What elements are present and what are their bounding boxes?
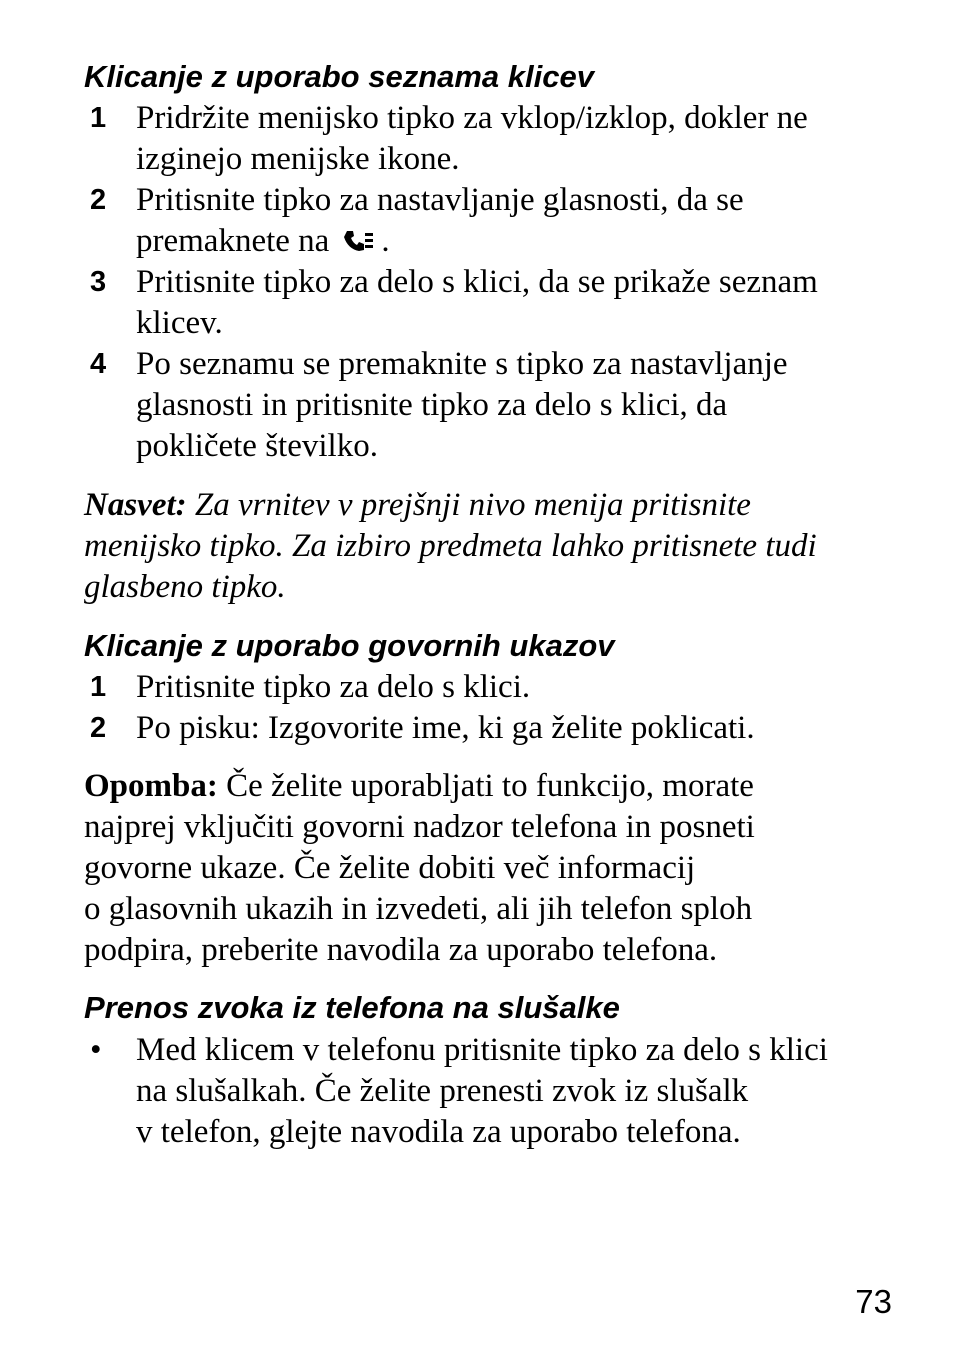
call-list-icon (341, 224, 377, 265)
note-line (84, 766, 904, 807)
step-text-line: izginejo menijske ikone. (136, 141, 460, 177)
step-3 (84, 262, 904, 344)
step-1 (84, 98, 904, 180)
step-text (136, 262, 906, 344)
step-number: 2 (90, 184, 107, 216)
note-text: Če želite uporabljati to funkcijo, morate (217, 768, 754, 804)
step-text-line: Pritisnite tipko za delo s klici, da se prikaže seznam (136, 264, 818, 300)
tip-line: glasbeno tipko. (84, 569, 286, 605)
tip-line: menijsko tipko. Za izbiro predmeta lahko pritisnete tudi (84, 528, 817, 564)
step-number: 1 (90, 102, 107, 134)
step-text-line: pokličete številko. (136, 428, 378, 464)
page-number: 73 (855, 1283, 892, 1320)
bullet-item (84, 1030, 904, 1153)
section-heading-voice-commands: Klicanje z uporabo govornih ukazov (84, 628, 615, 663)
note-line: govorne ukaze. Če želite dobiti več informacij (84, 850, 696, 886)
tip-label: Nasvet: (84, 487, 187, 523)
step-number: 4 (90, 348, 107, 380)
step-text-line: Pridržite menijsko tipko za vklop/izklop, dokler ne (136, 100, 808, 136)
bullet-text (136, 1030, 906, 1153)
tip-paragraph (84, 485, 904, 608)
step-2 (84, 180, 904, 265)
step-text (136, 708, 906, 749)
step-number: 2 (90, 712, 107, 744)
note-line: najprej vključiti govorni nadzor telefona in posneti (84, 809, 755, 845)
note-line: podpira, preberite navodila za uporabo telefona. (84, 932, 718, 968)
voice-step-1 (84, 667, 904, 708)
bullet-text-line: v telefon, glejte navodila za uporabo telefona. (136, 1114, 741, 1150)
step-text (136, 667, 906, 708)
step-number: 1 (90, 671, 107, 703)
tip-line (84, 485, 904, 526)
tip-text: Za vrnitev v prejšnji nivo menija pritisnite (186, 487, 751, 523)
step-text-line: Pritisnite tipko za nastavljanje glasnosti, da se (136, 182, 744, 218)
step-text-part: premaknete na (136, 223, 330, 259)
note-line: o glasovnih ukazih in izvedeti, ali jih telefon sploh (84, 891, 753, 927)
step-text-line: Po seznamu se premaknite s tipko za nastavljanje (136, 346, 788, 382)
bullet-text-line: na slušalkah. Če želite prenesti zvok iz slušalk (136, 1073, 749, 1109)
step-text (136, 98, 906, 180)
step-text-line: Po pisku: Izgovorite ime, ki ga želite poklicati. (136, 710, 755, 746)
step-text (136, 344, 906, 467)
step-text-part: . (381, 223, 390, 259)
step-text-line (136, 221, 906, 265)
note-label: Opomba: (84, 768, 218, 804)
section-heading-call-list: Klicanje z uporabo seznama klicev (84, 59, 594, 94)
step-number: 3 (90, 266, 107, 298)
step-text (136, 180, 906, 265)
section-heading-audio-transfer: Prenos zvoka iz telefona na slušalke (84, 990, 620, 1025)
voice-step-2 (84, 708, 904, 749)
bullet-text-line: Med klicem v telefonu pritisnite tipko za delo s klici (136, 1032, 828, 1068)
step-text-line: Pritisnite tipko za delo s klici. (136, 669, 531, 705)
note-paragraph (84, 766, 904, 971)
step-4 (84, 344, 904, 467)
bullet-mark: • (90, 1032, 102, 1068)
step-text-line: glasnosti in pritisnite tipko za delo s klici, da (136, 387, 728, 423)
step-text-line: klicev. (136, 305, 223, 341)
